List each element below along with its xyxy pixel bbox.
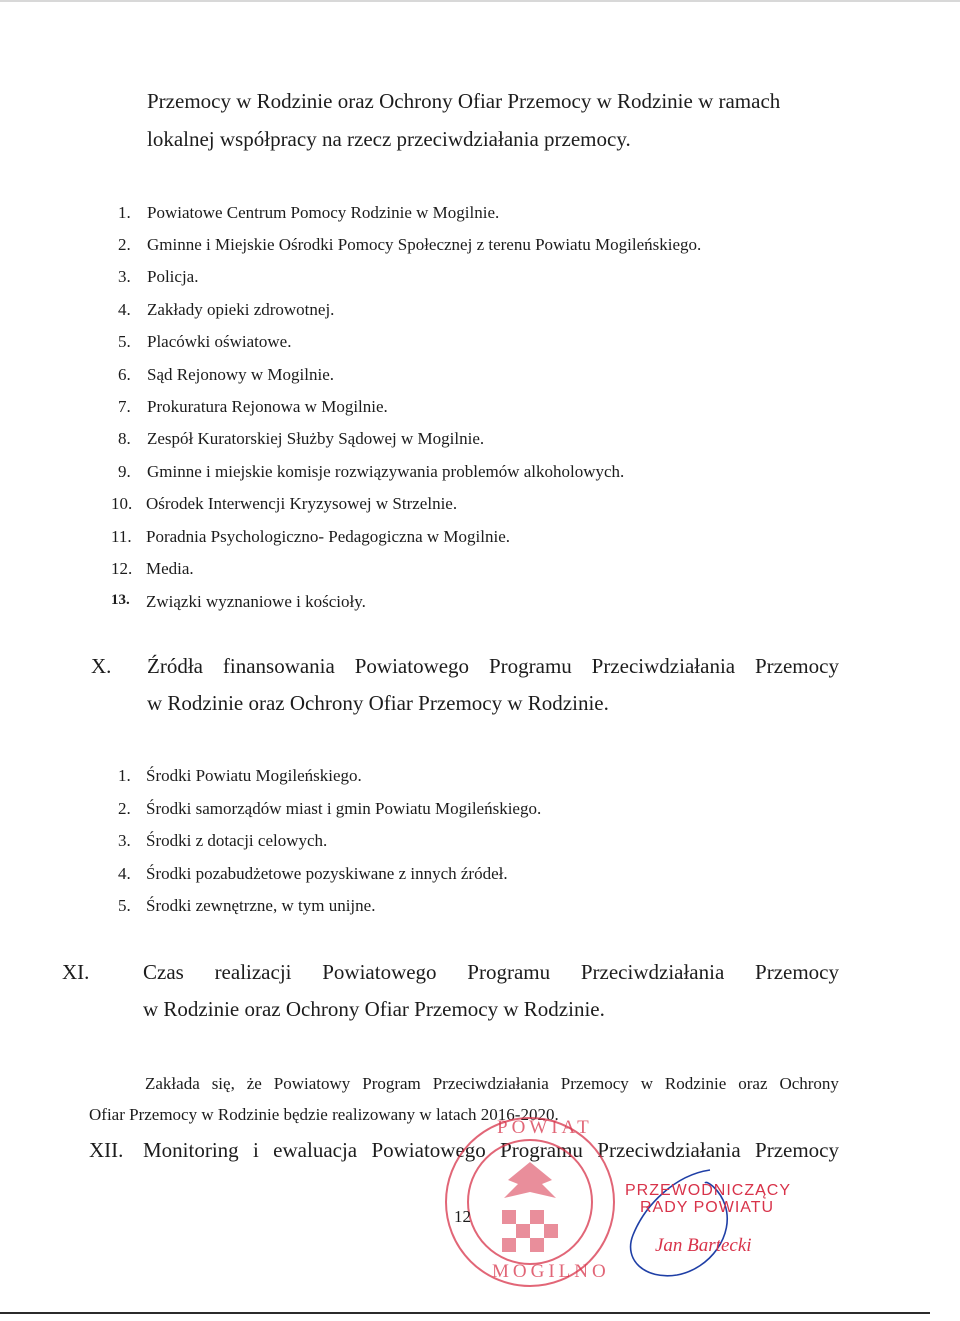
- intro-line-2: lokalnej współpracy na rzecz przeciwdziałania przemocy.: [147, 127, 631, 151]
- list-item: Środki samorządów miast i gmin Powiatu Mogileńskiego.: [146, 799, 542, 818]
- heading-word: Przemocy: [755, 1138, 839, 1162]
- heading-word: Przeciwdziałania: [580, 960, 725, 984]
- chairman-stamp-line-2: RADY POWIATU: [640, 1199, 775, 1216]
- list-item: Poradnia Psychologiczno- Pedagogiczna w Mogilnie.: [146, 527, 511, 546]
- list-item: Gminne i Miejskie Ośrodki Pomocy Społecznej z terenu Powiatu Mogileńskiego.: [147, 235, 702, 254]
- list-item: Związki wyznaniowe i kościoły.: [146, 592, 366, 611]
- list-item: Prokuratura Rejonowa w Mogilnie.: [147, 397, 388, 416]
- list-item: Środki z dotacji celowych.: [146, 831, 328, 850]
- list-item-number: 10.: [111, 494, 133, 513]
- list-item: Gminne i miejskie komisje rozwiązywania problemów alkoholowych.: [147, 462, 625, 481]
- list-item: Środki pozabudżetowe pozyskiwane z innych źródeł.: [146, 864, 508, 883]
- heading-word: Monitoring: [143, 1138, 239, 1162]
- list-item: Sąd Rejonowy w Mogilnie.: [147, 365, 334, 384]
- paragraph-line-2: Ofiar Przemocy w Rodzinie będzie realizowany w latach 2016-2020.: [89, 1105, 559, 1124]
- top-edge-line: [0, 0, 960, 2]
- intro-line-1: Przemocy w Rodzinie oraz Ochrony Ofiar Przemocy w Rodzinie w ramach: [147, 89, 781, 113]
- section-heading: [143, 962, 839, 983]
- list-item: Zakłady opieki zdrowotnej.: [147, 300, 335, 319]
- heading-word: Programu: [500, 1138, 583, 1162]
- paragraph-word: Ochrony: [779, 1074, 839, 1093]
- list-item-number: 4.: [118, 300, 131, 319]
- signature-name: Jan Bartecki: [655, 1235, 752, 1256]
- heading-word: Przeciwdziałania: [591, 654, 736, 678]
- paragraph-word: się,: [211, 1074, 235, 1093]
- heading-word: ewaluacja: [273, 1138, 358, 1162]
- paragraph-word: w: [640, 1074, 653, 1093]
- heading-word: finansowania: [222, 654, 335, 678]
- list-item-number: 5.: [118, 896, 131, 915]
- heading-word: Programu: [467, 960, 551, 984]
- list-item: Placówki oświatowe.: [147, 332, 292, 351]
- section-number: XI.: [62, 960, 90, 984]
- section-number: XII.: [89, 1138, 124, 1162]
- list-item: Zespół Kuratorskiej Służby Sądowej w Mogilnie.: [147, 429, 485, 448]
- list-item: Ośrodek Interwencji Kryzysowej w Strzelnie.: [146, 494, 458, 513]
- section-heading-line-2: w Rodzinie oraz Ochrony Ofiar Przemocy w Rodzinie.: [147, 691, 609, 715]
- list-item: Powiatowe Centrum Pomocy Rodzinie w Mogilnie.: [147, 203, 500, 222]
- paragraph-line-1: [145, 1075, 839, 1092]
- heading-word: Źródła: [147, 654, 203, 678]
- heading-word: i: [253, 1138, 259, 1162]
- list-item-number: 2.: [118, 799, 131, 818]
- seal-text-bottom: MOGILNO: [492, 1261, 610, 1282]
- list-item-number: 6.: [118, 365, 131, 384]
- bottom-edge-line: [0, 1312, 930, 1314]
- heading-word: Powiatowego: [322, 960, 437, 984]
- list-item-number: 9.: [118, 462, 131, 481]
- heading-word: Powiatowego: [354, 654, 470, 678]
- paragraph-word: oraz: [738, 1074, 768, 1093]
- paragraph-word: Powiatowy: [273, 1074, 351, 1093]
- list-item: Policja.: [147, 267, 199, 286]
- page-number: 12: [454, 1207, 471, 1226]
- paragraph-word: Przeciwdziałania: [432, 1074, 549, 1093]
- paragraph-word: Zakłada: [145, 1074, 200, 1093]
- list-item-number: 13.: [111, 592, 130, 608]
- section-heading: [147, 656, 839, 677]
- heading-word: Przeciwdziałania: [597, 1138, 741, 1162]
- list-item: Środki zewnętrzne, w tym unijne.: [146, 896, 376, 915]
- list-item-number: 4.: [118, 864, 131, 883]
- paragraph-word: Program: [362, 1074, 421, 1093]
- paragraph-word: Przemocy: [560, 1074, 629, 1093]
- seal-text-top: POWIAT: [497, 1117, 593, 1138]
- list-item-number: 7.: [118, 397, 131, 416]
- list-item-number: 3.: [118, 831, 131, 850]
- heading-word: realizacji: [214, 960, 292, 984]
- heading-word: Przemocy: [755, 960, 839, 984]
- chairman-stamp-line-1: PRZEWODNICZĄCY: [625, 1182, 791, 1199]
- heading-word: Powiatowego: [371, 1138, 486, 1162]
- list-item-number: 12.: [111, 559, 133, 578]
- list-item: Media.: [146, 559, 194, 578]
- list-item-number: 5.: [118, 332, 131, 351]
- heading-word: Programu: [488, 654, 572, 678]
- section-number: X.: [91, 654, 112, 678]
- list-item-number: 1.: [118, 203, 131, 222]
- section-heading-line-2: w Rodzinie oraz Ochrony Ofiar Przemocy w Rodzinie.: [143, 997, 605, 1021]
- list-item-number: 2.: [118, 235, 131, 254]
- list-item-number: 1.: [118, 766, 131, 785]
- paragraph-word: że: [246, 1074, 262, 1093]
- paragraph-word: Rodzinie: [664, 1074, 727, 1093]
- heading-word: Przemocy: [754, 654, 839, 678]
- list-item-number: 3.: [118, 267, 131, 286]
- heading-word: Czas: [143, 960, 184, 984]
- list-item: Środki Powiatu Mogileńskiego.: [146, 766, 362, 785]
- list-item-number: 8.: [118, 429, 131, 448]
- list-item-number: 11.: [111, 527, 132, 546]
